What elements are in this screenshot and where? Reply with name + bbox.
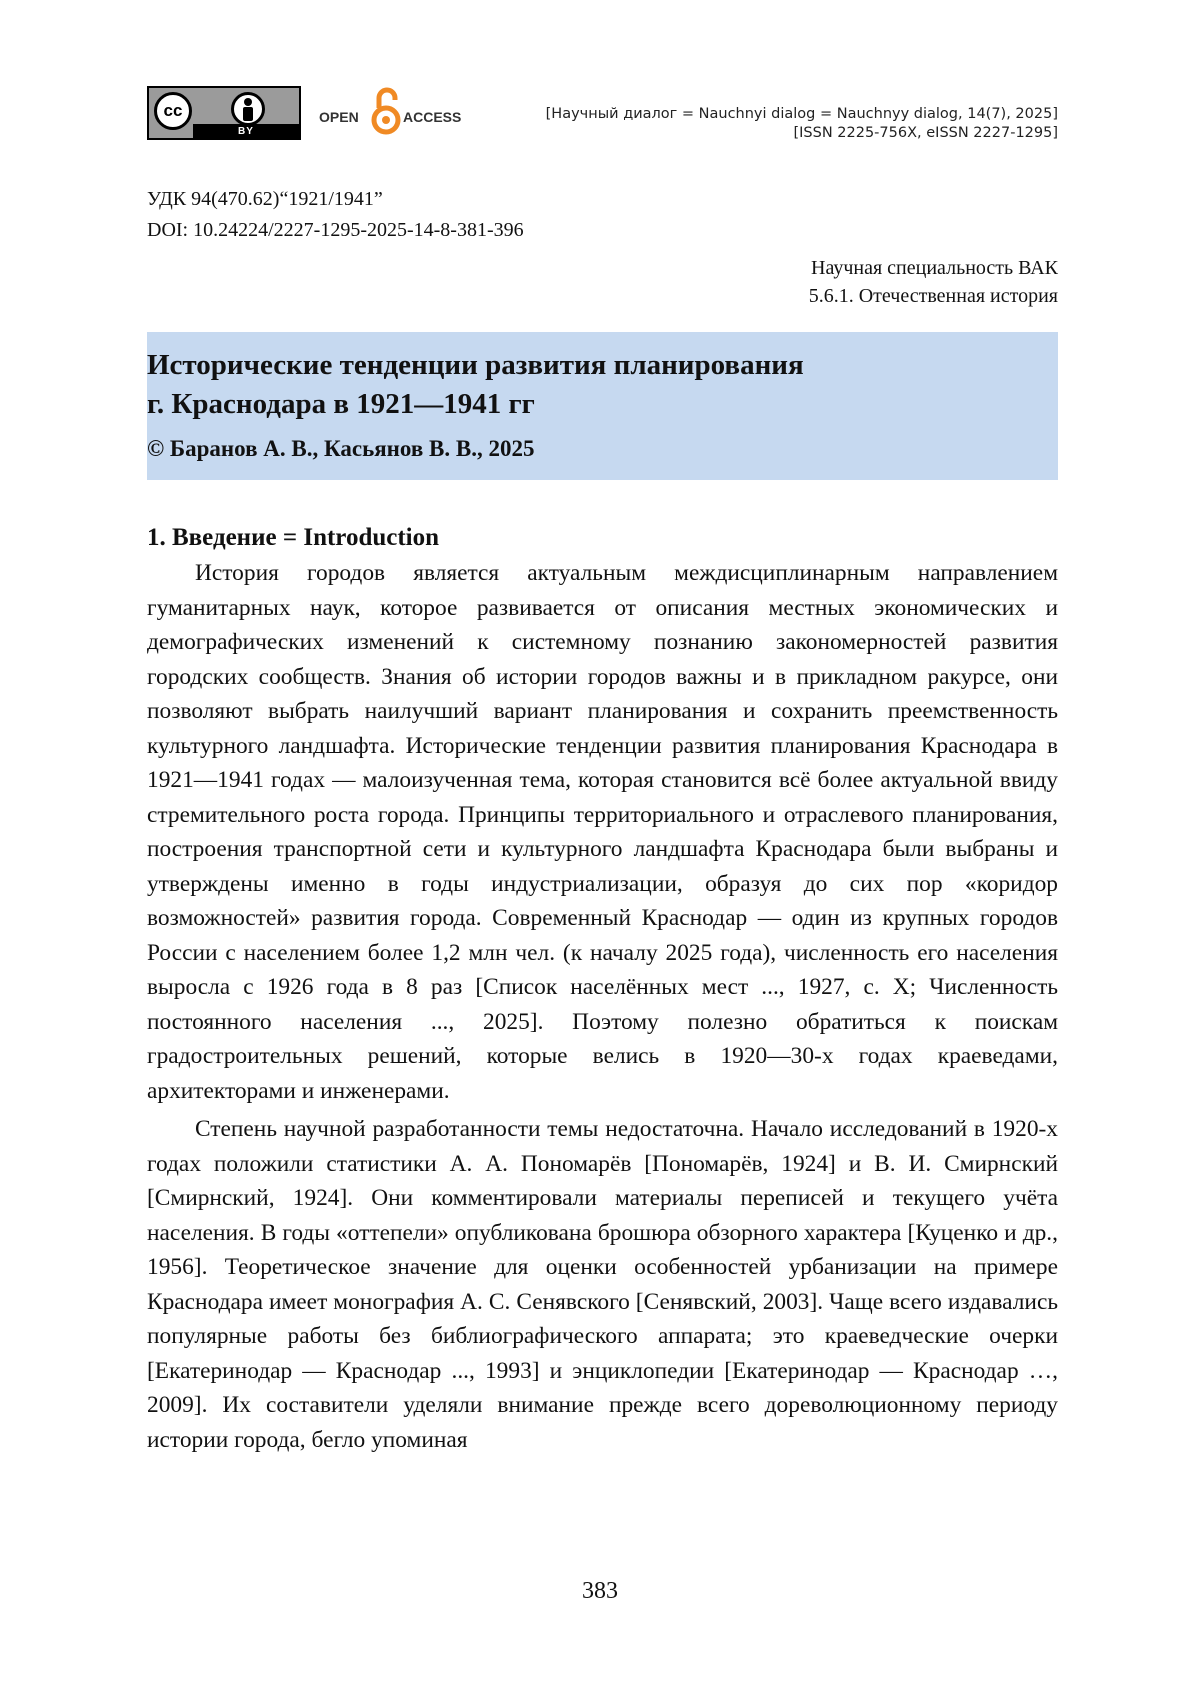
open-access-left-text: OPEN: [319, 109, 359, 125]
title-block: [147, 332, 1058, 480]
page-number: 383: [582, 1578, 618, 1604]
section-body: [147, 556, 1058, 1457]
journal-citation: [Научный диалог = Nauchnyi dialog = Nauchnyy dialog, 14(7), 2025]: [545, 106, 1058, 122]
open-access-logo: [319, 84, 469, 144]
article-title-line-2: г. Краснодара в 1921—1941 гг: [147, 388, 535, 420]
specialty-label: Научная специальность ВАК: [811, 257, 1058, 279]
article-meta: [147, 184, 1058, 246]
article-page: [147, 84, 1058, 1457]
paragraph: История городов является актуальным междисциплинарным направлением гуманитарных наук, которое развивается от описания местных экономических и демографических изменений к системному познанию закономерностей развития городских сообществ. Знания об истории городов важны и в прикладном ракурсе, они позволяют выбрать наилучший вариант планирования и сохранить преемственность культурного ландшафта. Исторические тенденции развития планирования Краснодара в 1921—1941 годах — малоизученная тема, которая становится всё более актуальной ввиду стремительного роста города. Принципы территориального и отраслевого планирования, построения транспортной сети и культурного ландшафта Краснодара были выбраны и утверждены именно в годы индустриализации, образуя до сих пор «коридор возможностей» развития города. Современный Краснодар — один из крупных городов России с населением более 1,2 млн чел. (к началу 2025 года), численность его населения выросла с 1926 года в 8 раз [Список населённых мест ..., 1927, с. X; Численность постоянного населения ..., 2025]. Поэтому полезно обратиться к поискам градостроительных решений, которые велись в 1920—30-х годах краеведами, архитекторами и инженерами.: [147, 560, 1058, 1104]
open-lock-icon: [371, 86, 401, 136]
specialty-value: 5.6.1. Отечественная история: [808, 285, 1058, 307]
journal-issn: [ISSN 2225-756X, eISSN 2227-1295]: [793, 125, 1058, 141]
attribution-person-icon: [231, 92, 265, 126]
license-by-label: BY: [193, 124, 299, 138]
section-heading: 1. Введение = Introduction: [147, 524, 440, 551]
article-title-line-1: Исторические тенденции развития планирования: [147, 349, 804, 381]
udc-code: УДК 94(470.62)“1921/1941”: [147, 188, 383, 210]
article-authors: © Баранов А. В., Касьянов В. В., 2025: [147, 436, 535, 461]
page-header: [147, 84, 1058, 144]
creative-commons-icon: cc: [154, 92, 192, 130]
paragraph: Степень научной разработанности темы недостаточна. Начало исследований в 1920-х годах положили статистики А. А. Пономарёв [Пономарёв, 1924] и В. И. Смирнский [Смирнский, 1924]. Они комментировали материалы переписей и текущего учёта населения. В годы «оттепели» опубликована брошюра обзорного характера [Куценко и др., 1956]. Теоретическое значение для оценки особенностей урбанизации на примере Краснодара имеет монография А. С. Сенявского [Сенявский, 2003]. Чаще всего издавались популярные работы без библиографического аппарата; это краеведческие очерки [Екатеринодар — Краснодар ..., 1993] и энциклопедии [Екатеринодар — Краснодар …, 2009]. Их составители уделяли внимание прежде всего дореволюционному периоду истории города, бегло упоминая: [147, 1116, 1058, 1453]
journal-reference: [546, 105, 1058, 143]
cc-by-license-badge[interactable]: [147, 86, 301, 140]
open-access-right-text: ACCESS: [403, 109, 462, 125]
doi-link[interactable]: DOI: 10.24224/2227-1295-2025-14-8-381-396: [147, 219, 524, 241]
article-title: [147, 346, 1058, 424]
scientific-specialty: [147, 254, 1058, 310]
